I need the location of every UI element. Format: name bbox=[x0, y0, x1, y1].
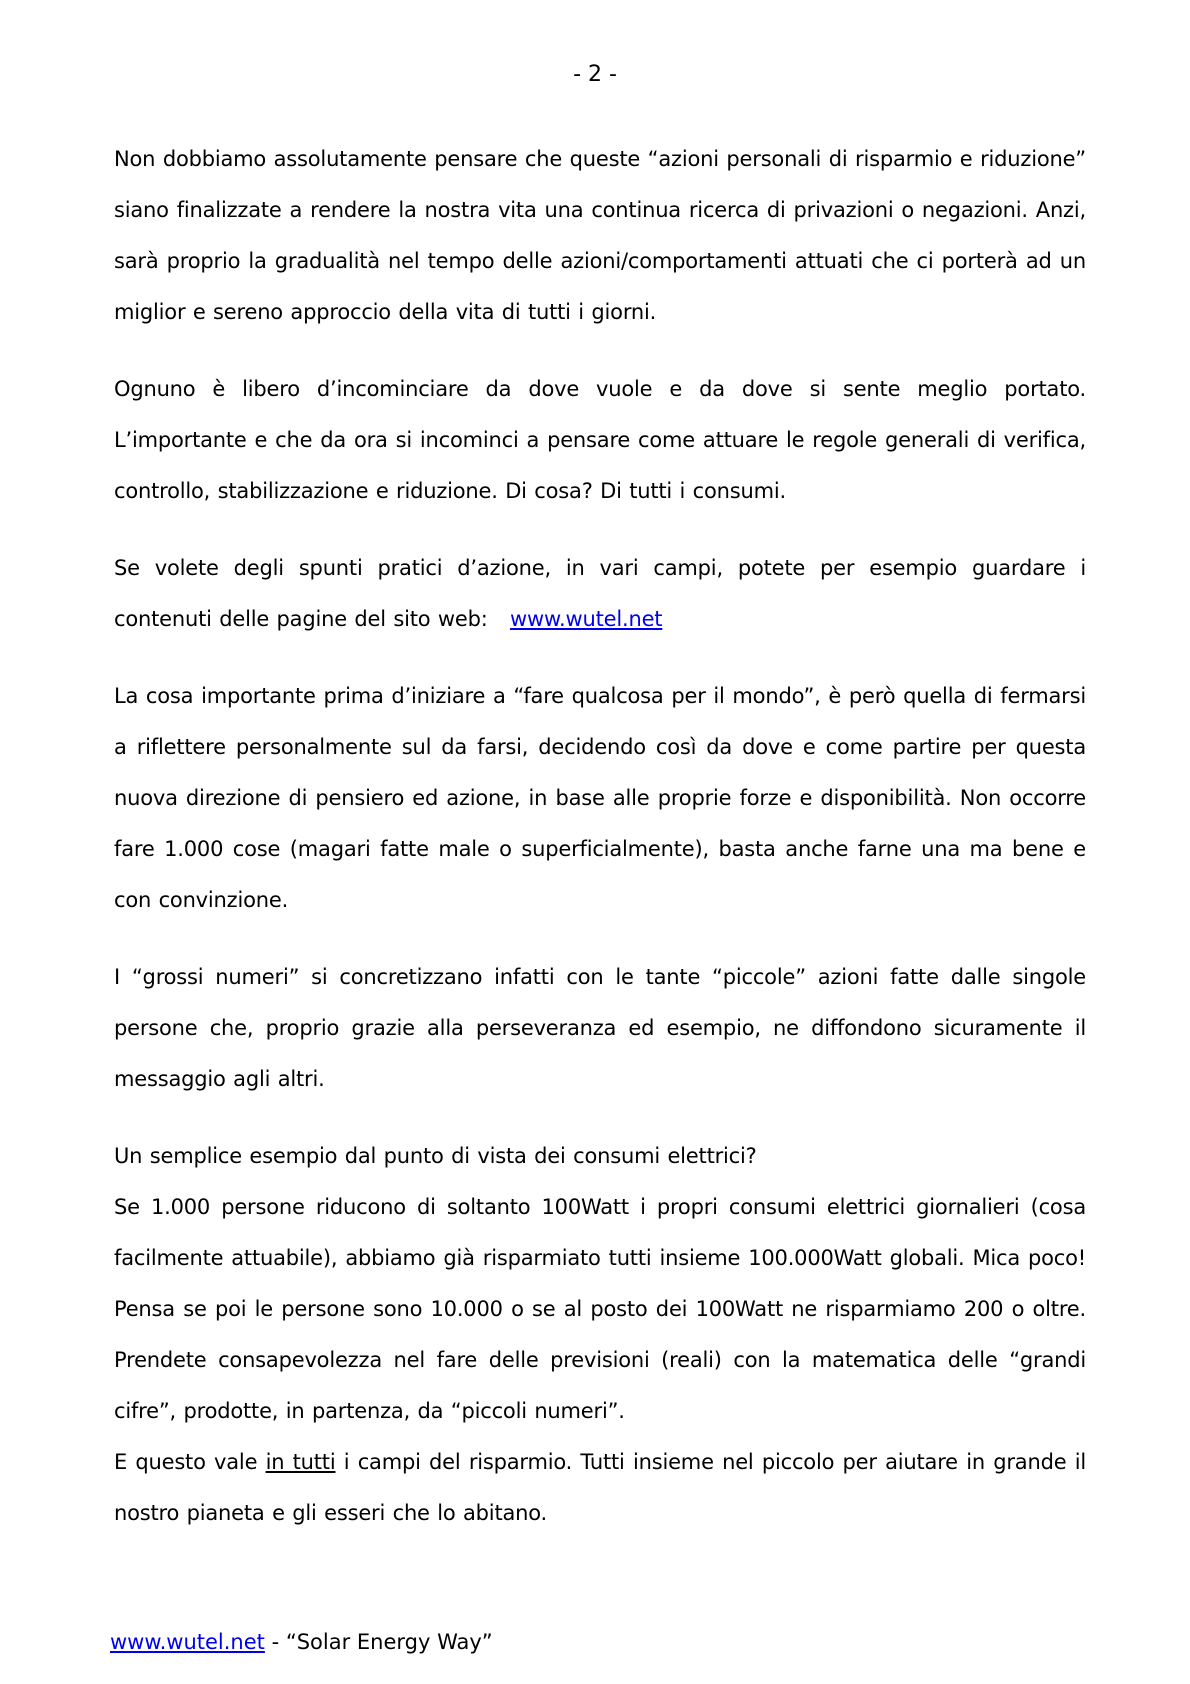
paragraph-3 bbox=[114, 543, 1086, 645]
paragraph-2: Ognuno è libero d’incominciare da dove vuole e da dove si sente meglio portato. L’importante e che da ora si incominci a pensare come attuare le regole generali di verifica, controllo, stabilizzazione e riduzione. Di cosa? Di tutti i consumi. bbox=[114, 377, 1086, 503]
page-footer bbox=[110, 1627, 493, 1657]
document-body bbox=[114, 134, 1086, 1539]
paragraph-8-underlined: in tutti bbox=[265, 1450, 336, 1474]
page-number: - 2 - bbox=[573, 62, 617, 87]
paragraph-6: Un semplice esempio dal punto di vista dei consumi elettrici? bbox=[114, 1144, 757, 1168]
paragraph-5: I “grossi numeri” si concretizzano infatti con le tante “piccole” azioni fatte dalle singole persone che, proprio grazie alla perseveranza ed esempio, ne diffondono sicuramente il messaggio agli altri. bbox=[114, 965, 1086, 1091]
footer-text: - “Solar Energy Way” bbox=[264, 1630, 493, 1654]
paragraph-8-after: i campi del risparmio. Tutti insieme nel piccolo per aiutare in grande il nostro pianeta e gli esseri che lo abitano. bbox=[114, 1450, 1086, 1525]
website-link[interactable]: www.wutel.net bbox=[510, 607, 663, 631]
paragraph-8 bbox=[114, 1437, 1086, 1539]
footer-website-link[interactable]: www.wutel.net bbox=[110, 1630, 265, 1654]
paragraph-4: La cosa importante prima d’iniziare a “fare qualcosa per il mondo”, è però quella di fermarsi a riflettere personalmente sul da farsi, decidendo così da dove e come partire per questa nuova direzione di pensiero ed azione, in base alle proprie forze e disponibilità. Non occorre fare 1.000 cose (magari fatte male o superficialmente), basta anche farne una ma bene e con convinzione. bbox=[114, 684, 1086, 912]
paragraph-3-text: Se volete degli spunti pratici d’azione, in vari campi, potete per esempio guardare i contenuti delle pagine del sito web: bbox=[114, 556, 1086, 631]
paragraph-8-before: E questo vale bbox=[114, 1450, 258, 1474]
paragraph-7: Se 1.000 persone riducono di soltanto 100Watt i propri consumi elettrici giornalieri (cosa facilmente attuabile), abbiamo già risparmiato tutti insieme 100.000Watt globali. Mica poco! Pensa se poi le persone sono 10.000 o se al posto dei 100Watt ne risparmiamo 200 o oltre. Prendete consapevolezza nel fare delle previsioni (reali) con la matematica delle “grandi cifre”, prodotte, in partenza, da “piccoli numeri”. bbox=[114, 1195, 1086, 1423]
paragraph-1: Non dobbiamo assolutamente pensare che queste “azioni personali di risparmio e riduzione” siano finalizzate a rendere la nostra vita una continua ricerca di privazioni o negazioni. Anzi, sarà proprio la gradualità nel tempo delle azioni/comportamenti attuati che ci porterà ad un miglior e sereno approccio della vita di tutti i giorni. bbox=[114, 147, 1086, 324]
